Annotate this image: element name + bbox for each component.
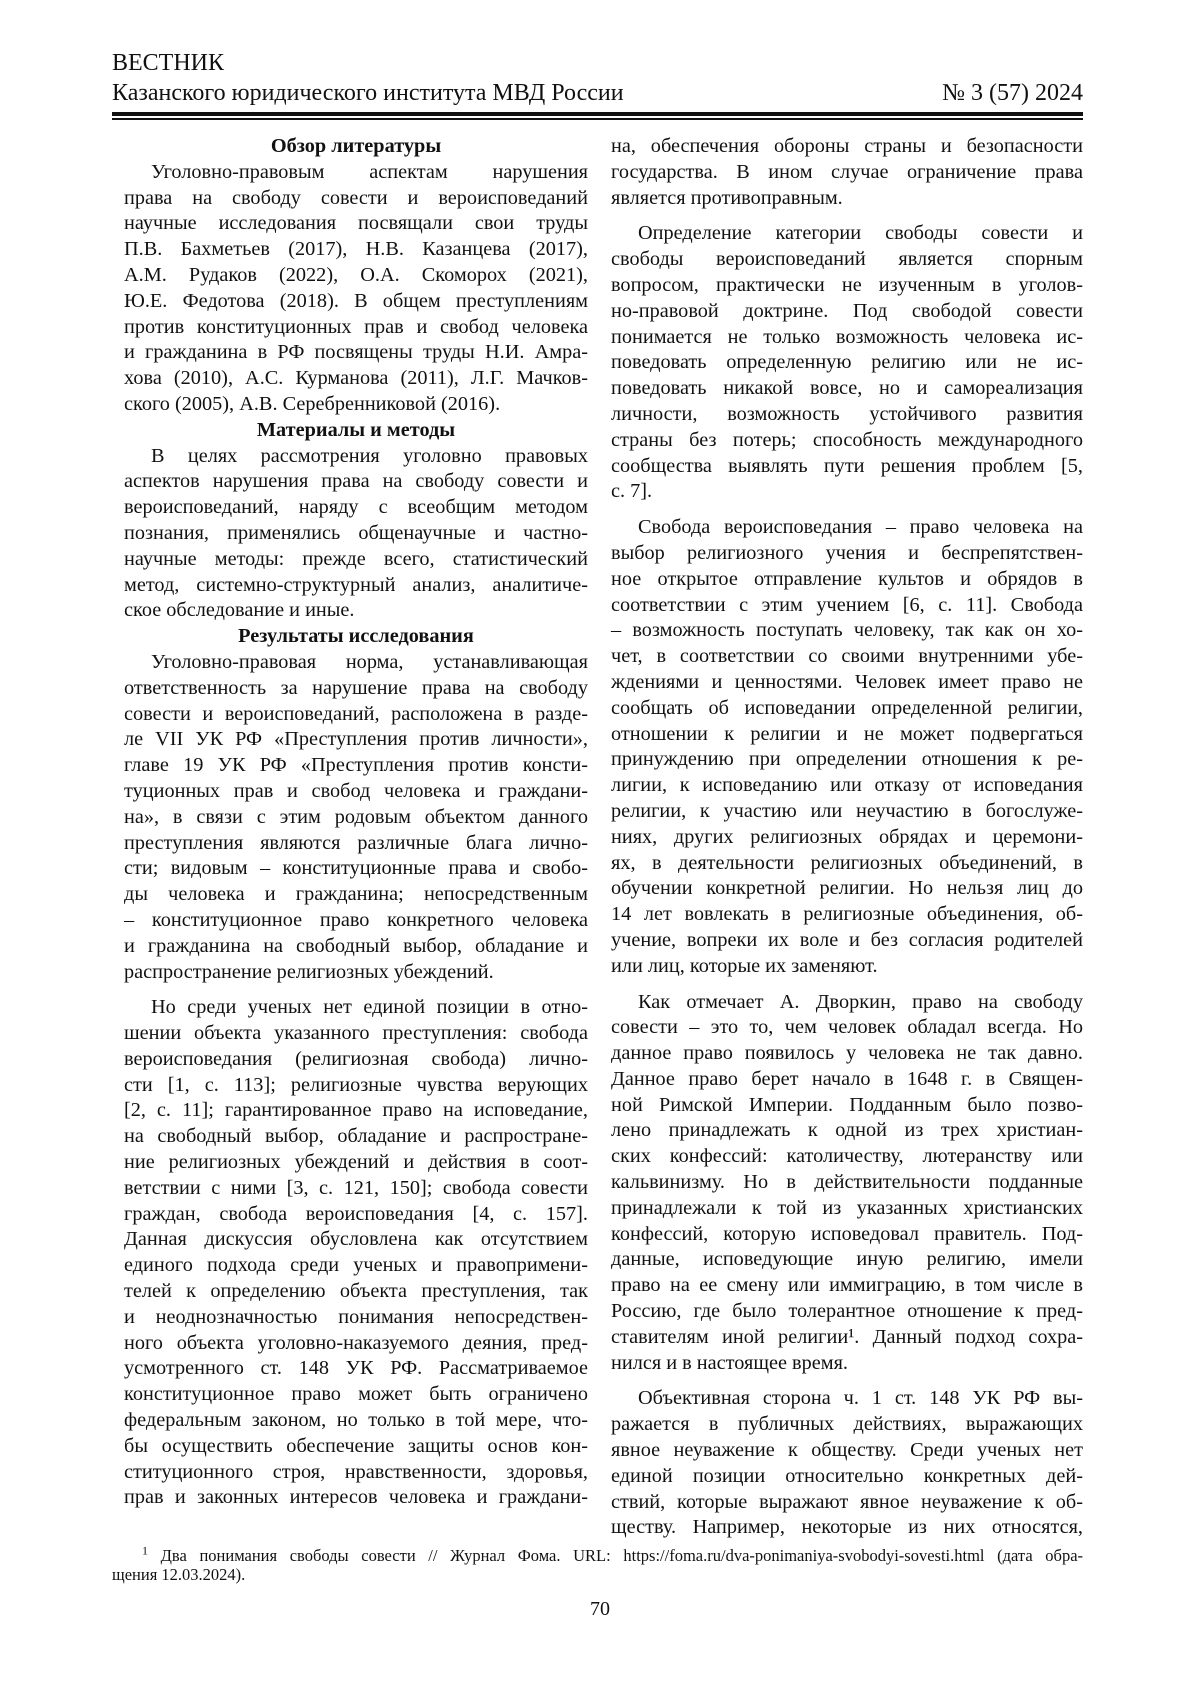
text-line: Уголовно-правовым аспектам нарушения: [124, 160, 588, 186]
text-line: кальвинизму. Но в действительности подданные: [611, 1170, 1083, 1196]
text-line: государства. В ином случае ограничение права: [611, 160, 1083, 186]
text-line: и гражданина на свободный выбор, обладание и: [124, 934, 588, 960]
text-line: личности, возможность устойчивого развития: [611, 402, 1083, 428]
paragraph: [611, 134, 1083, 211]
text-line: соответствии с этим учением [6, с. 11]. Свобода: [611, 593, 1083, 619]
text-line: Свобода вероисповедания – право человека на: [611, 515, 1083, 541]
header-rule-thin: [112, 118, 1083, 120]
text-line: усмотренного ст. 148 УК РФ. Рассматриваемое: [124, 1356, 588, 1382]
text-line: является противоправным.: [611, 186, 1083, 212]
text-line: чет, в соответствии со своими внутренними убе-: [611, 644, 1083, 670]
text-line: лигии, к исповеданию или отказу от исповедания: [611, 773, 1083, 799]
text-line: ной Римской Империи. Подданным было позво-: [611, 1093, 1083, 1119]
text-line: ответственность за нарушение права на свободу: [124, 676, 588, 702]
text-line: понимается не только возможность человека ис-: [611, 325, 1083, 351]
paragraph: [124, 650, 588, 985]
text-line: единой позиции относительно конкретных дей-: [611, 1464, 1083, 1490]
section-heading: Результаты исследования: [124, 624, 588, 650]
text-line: на», в связи с этим родовым объектом данного: [124, 805, 588, 831]
text-line: конституционное право может быть ограничено: [124, 1382, 588, 1408]
text-line: данные, исповедующие иную религию, имели: [611, 1247, 1083, 1273]
text-line: федеральным законом, но только в той мере, что-: [124, 1408, 588, 1434]
text-line: Уголовно-правовая норма, устанавливающая: [124, 650, 588, 676]
journal-title: ВЕСТНИК: [112, 48, 1083, 78]
text-line: единого подхода среди ученых и правопримени-: [124, 1253, 588, 1279]
text-line: отношении к религии и не может подвергаться: [611, 722, 1083, 748]
text-line: распространение религиозных убеждений.: [124, 960, 588, 986]
text-line: права на свободу совести и вероисповеданий: [124, 186, 588, 212]
text-line: туционных прав и свобод человека и граждани-: [124, 779, 588, 805]
text-line: учение, вопреки их воле и без согласия родителей: [611, 928, 1083, 954]
text-line: Определение категории свободы совести и: [611, 221, 1083, 247]
text-line: поведовать никакой вовсе, но и самореализация: [611, 376, 1083, 402]
text-line: хова (2010), А.С. Курманова (2011), Л.Г. Мачков-: [124, 366, 588, 392]
paragraph-gap: [611, 980, 1083, 990]
paragraph: [611, 515, 1083, 979]
text-line: познания, применялись общенаучные и частно-: [124, 521, 588, 547]
text-line: против конституционных прав и свобод человека: [124, 315, 588, 341]
text-line: ставителям иной религии¹. Данный подход сохра-: [611, 1325, 1083, 1351]
text-line: аспектов нарушения права на свободу совести и: [124, 469, 588, 495]
text-line: ществу. Например, некоторые из них относятся,: [611, 1515, 1083, 1541]
text-line: П.В. Бахметьев (2017), Н.В. Казанцева (2017),: [124, 237, 588, 263]
text-line: ское обследование и иные.: [124, 598, 588, 624]
text-line: ле VII УК РФ «Преступления против личности»,: [124, 727, 588, 753]
paragraph-gap: [124, 985, 588, 995]
footnote: [112, 1546, 1083, 1584]
section-heading: Обзор литературы: [124, 134, 588, 160]
text-line: научные методы: прежде всего, статистический: [124, 547, 588, 573]
text-line: ях, в деятельности религиозных объединений, в: [611, 851, 1083, 877]
text-line: конфессий, которую исповедовал правитель. Под-: [611, 1222, 1083, 1248]
left-column: [124, 134, 588, 1511]
footnote-text-cont: щения 12.03.2024).: [112, 1565, 1083, 1584]
text-line: принадлежали к той из указанных христианских: [611, 1196, 1083, 1222]
text-line: – возможность поступать человеку, так как он хо-: [611, 618, 1083, 644]
text-line: В целях рассмотрения уголовно правовых: [124, 444, 588, 470]
text-line: и гражданина в РФ посвящены труды Н.И. Амра-: [124, 340, 588, 366]
text-line: выбор религиозного учения и беспрепятствен-: [611, 541, 1083, 567]
text-line: сти; видовым – конституционные права и свобо-: [124, 856, 588, 882]
header-rule-thick: [112, 112, 1083, 116]
text-line: А.М. Рудаков (2022), О.А. Скоморох (2021),: [124, 263, 588, 289]
text-line: данное право появилось у человека не так давно.: [611, 1041, 1083, 1067]
journal-header: [112, 48, 1083, 108]
footnote-mark: 1: [142, 1544, 148, 1558]
page-number: 70: [0, 1598, 1200, 1621]
text-line: явное неуважение к обществу. Среди ученых нет: [611, 1438, 1083, 1464]
text-line: Как отмечает А. Дворкин, право на свободу: [611, 990, 1083, 1016]
text-line: ное открытое отправление культов и обрядов в: [611, 567, 1083, 593]
text-line: нился и в настоящее время.: [611, 1351, 1083, 1377]
text-line: ниях, других религиозных обрядах и церемони-: [611, 825, 1083, 851]
text-line: – конституционное право конкретного человека: [124, 908, 588, 934]
text-line: граждан, свобода вероисповедания [4, с. 157].: [124, 1202, 588, 1228]
paragraph: [611, 221, 1083, 505]
right-column: [611, 134, 1083, 1541]
text-line: лено принадлежать к одной из трех христиан-: [611, 1118, 1083, 1144]
text-line: обучении конкретной религии. Но нельзя лиц до: [611, 876, 1083, 902]
text-line: на свободный выбор, обладание и распростране-: [124, 1124, 588, 1150]
text-line: Ю.Е. Федотова (2018). В общем преступлениям: [124, 289, 588, 315]
text-line: метод, системно-структурный анализ, аналитиче-: [124, 573, 588, 599]
section-heading: Материалы и методы: [124, 418, 588, 444]
text-line: но-правовой доктрине. Под свободой совести: [611, 299, 1083, 325]
paragraph: [611, 990, 1083, 1377]
text-line: совести и вероисповеданий, расположена в разде-: [124, 702, 588, 728]
text-line: вероисповеданий, наряду с всеобщим методом: [124, 495, 588, 521]
paragraph-gap: [611, 211, 1083, 221]
text-line: и неоднозначностью понимания непосредствен-: [124, 1305, 588, 1331]
paragraph-gap: [611, 505, 1083, 515]
text-line: ветствии с ними [3, с. 121, 150]; свобода совести: [124, 1176, 588, 1202]
text-line: религии, к участию или неучастию в богослуже-: [611, 799, 1083, 825]
text-line: Объективная сторона ч. 1 ст. 148 УК РФ вы-: [611, 1386, 1083, 1412]
text-line: поведовать определенную религию или не ис-: [611, 350, 1083, 376]
journal-issue: № 3 (57) 2024: [942, 78, 1083, 108]
text-line: шении объекта указанного преступления: свобода: [124, 1021, 588, 1047]
paragraph-gap: [611, 1376, 1083, 1386]
text-line: ского (2005), А.В. Серебренниковой (2016).: [124, 392, 588, 418]
text-line: на, обеспечения обороны страны и безопасности: [611, 134, 1083, 160]
text-line: вопросом, практически не изученным в уголов-: [611, 273, 1083, 299]
text-line: бы осуществить обеспечение защиты основ кон-: [124, 1434, 588, 1460]
text-line: ражается в публичных действиях, выражающих: [611, 1412, 1083, 1438]
text-line: совести – это то, чем человек обладал всегда. Но: [611, 1015, 1083, 1041]
paragraph: [124, 444, 588, 625]
text-line: главе 19 УК РФ «Преступления против консти-: [124, 753, 588, 779]
paragraph: [124, 995, 588, 1511]
text-line: страны без потерь; способность международного: [611, 428, 1083, 454]
text-line: сообщества выявлять пути решения проблем [5,: [611, 454, 1083, 480]
text-line: сообщать об исповедании определенной религии,: [611, 696, 1083, 722]
paragraph: [611, 1386, 1083, 1541]
text-line: ды человека и гражданина; непосредственным: [124, 882, 588, 908]
text-line: ствий, которые выражают явное неуважение к об-: [611, 1490, 1083, 1516]
journal-institute: Казанского юридического института МВД России: [112, 78, 624, 108]
text-line: Россию, где было толерантное отношение к пред-: [611, 1299, 1083, 1325]
text-line: ного объекта уголовно-наказуемого деяния, пред-: [124, 1331, 588, 1357]
text-line: сти [1, с. 113]; религиозные чувства верующих: [124, 1073, 588, 1099]
text-line: преступления являются различные блага лично-: [124, 831, 588, 857]
text-line: свободы вероисповеданий является спорным: [611, 247, 1083, 273]
text-line: вероисповедания (религиозная свобода) лично-: [124, 1047, 588, 1073]
text-line: ских конфессий: католичеству, лютеранству или: [611, 1144, 1083, 1170]
text-line: Данное право берет начало в 1648 г. в Священ-: [611, 1067, 1083, 1093]
text-line: или лиц, которые их заменяют.: [611, 954, 1083, 980]
text-line: 14 лет вовлекать в религиозные объединения, об-: [611, 902, 1083, 928]
text-line: [2, с. 11]; гарантированное право на исповедание,: [124, 1098, 588, 1124]
text-line: с. 7].: [611, 479, 1083, 505]
text-line: научные исследования посвящали свои труды: [124, 211, 588, 237]
text-line: Данная дискуссия обусловлена как отсутствием: [124, 1227, 588, 1253]
paragraph: [124, 160, 588, 418]
footnote-text: Два понимания свободы совести // Журнал Фома. URL: https://foma.ru/dva-ponimaniya-svobodyi-sovesti.html (дата обра-: [161, 1546, 1083, 1565]
text-line: ждениями и ценностями. Человек имеет право не: [611, 670, 1083, 696]
text-line: принуждению при определении отношения к ре-: [611, 747, 1083, 773]
text-line: Но среди ученых нет единой позиции в отно-: [124, 995, 588, 1021]
text-line: прав и законных интересов человека и граждани-: [124, 1485, 588, 1511]
text-line: ституционного строя, нравственности, здоровья,: [124, 1460, 588, 1486]
text-line: телей к определению объекта преступления, так: [124, 1279, 588, 1305]
text-line: право на ее смену или иммиграцию, в том числе в: [611, 1273, 1083, 1299]
text-line: ние религиозных убеждений и действия в соот-: [124, 1150, 588, 1176]
